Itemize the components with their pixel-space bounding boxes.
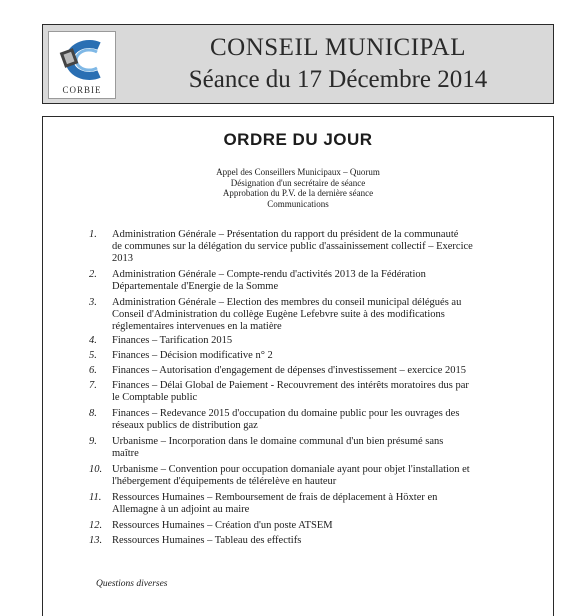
header-banner	[42, 24, 554, 104]
item-number: 3.	[89, 297, 97, 308]
item-number: 5.	[89, 350, 97, 361]
item-number: 9.	[89, 436, 97, 447]
item-text	[112, 335, 549, 347]
item-line: Urbanisme – Incorporation dans le domaine communal d'un bien présumé sans	[112, 436, 444, 447]
item-text	[112, 535, 549, 547]
item-line: maître	[112, 448, 139, 459]
item-text	[112, 436, 549, 460]
item-text	[112, 229, 549, 265]
session-date: Séance du 17 Décembre 2014	[188, 66, 488, 93]
item-number: 4.	[89, 335, 97, 346]
item-line: Finances – Autorisation d'engagement de dépenses d'investissement – exercice 2015	[112, 365, 466, 376]
item-line: Ressources Humaines – Remboursement de frais de déplacement à Höxter en	[112, 492, 438, 503]
item-line: réseaux publics de distribution gaz	[112, 420, 258, 431]
item-line: Finances – Tarification 2015	[112, 335, 233, 346]
item-number: 12.	[89, 520, 103, 531]
item-line: réglementaires intervenues en la matière	[112, 321, 282, 332]
item-number: 11.	[89, 492, 102, 503]
item-line: Finances – Décision modificative n° 2	[112, 350, 273, 361]
item-number: 7.	[89, 380, 97, 391]
item-text	[112, 350, 549, 362]
questions-diverses: Questions diverses	[96, 579, 168, 589]
item-line: Finances – Délai Global de Paiement - Recouvrement des intérêts moratoires dus par	[112, 380, 469, 391]
item-line: Départementale d'Energie de la Somme	[112, 281, 279, 292]
item-number: 13.	[89, 535, 103, 546]
item-line: Allemagne à un adjoint au maire	[112, 504, 250, 515]
preamble	[43, 167, 553, 209]
item-text	[112, 520, 549, 532]
logo-emblem-icon	[53, 34, 111, 86]
item-number: 1.	[89, 229, 97, 240]
item-line: de communes sur la délégation du service public d'assainissement collectif – Exercice	[112, 241, 473, 252]
item-line: Ressources Humaines – Tableau des effectifs	[112, 535, 302, 546]
item-number: 6.	[89, 365, 97, 376]
page-title: CONSEIL MUNICIPAL	[210, 34, 466, 61]
item-text	[112, 365, 549, 377]
item-line: Conseil d'Administration du collège Eugène Lefebvre suite à des modifications	[112, 309, 445, 320]
preamble-line: Communications	[267, 198, 329, 209]
corbie-logo	[48, 31, 116, 99]
item-line: le Comptable public	[112, 392, 198, 403]
item-line: Administration Générale – Compte-rendu d'activités 2013 de la Fédération	[112, 269, 426, 280]
item-line: Ressources Humaines – Création d'un poste ATSEM	[112, 520, 333, 531]
preamble-line: Approbation du P.V. de la dernière séance	[222, 188, 374, 198]
item-line: Finances – Redevance 2015 d'occupation du domaine public pour les ouvrages des	[112, 408, 460, 419]
preamble-line: Désignation d'un secrétaire de séance	[230, 177, 366, 188]
agenda-panel	[42, 116, 554, 616]
item-text	[112, 464, 549, 488]
item-text	[112, 408, 549, 432]
item-line: l'hébergement d'équipements de télérelève en hauteur	[112, 476, 337, 487]
item-text	[112, 380, 549, 404]
item-number: 10.	[89, 464, 103, 475]
item-text	[112, 269, 549, 293]
logo-text: CORBIE	[62, 85, 102, 95]
item-number: 2.	[89, 269, 97, 280]
item-line: 2013	[112, 253, 133, 264]
item-text	[112, 297, 549, 333]
preamble-line: Appel des Conseillers Municipaux – Quorum	[216, 167, 380, 177]
item-text	[112, 492, 549, 516]
item-number: 8.	[89, 408, 97, 419]
item-line: Administration Générale – Election des membres du conseil municipal délégués au	[112, 297, 462, 308]
item-line: Urbanisme – Convention pour occupation domaniale ayant pour objet l'installation et	[112, 464, 470, 475]
item-line: Administration Générale – Présentation du rapport du président de la communauté	[112, 229, 459, 240]
agenda-heading: ORDRE DU JOUR	[223, 130, 373, 149]
